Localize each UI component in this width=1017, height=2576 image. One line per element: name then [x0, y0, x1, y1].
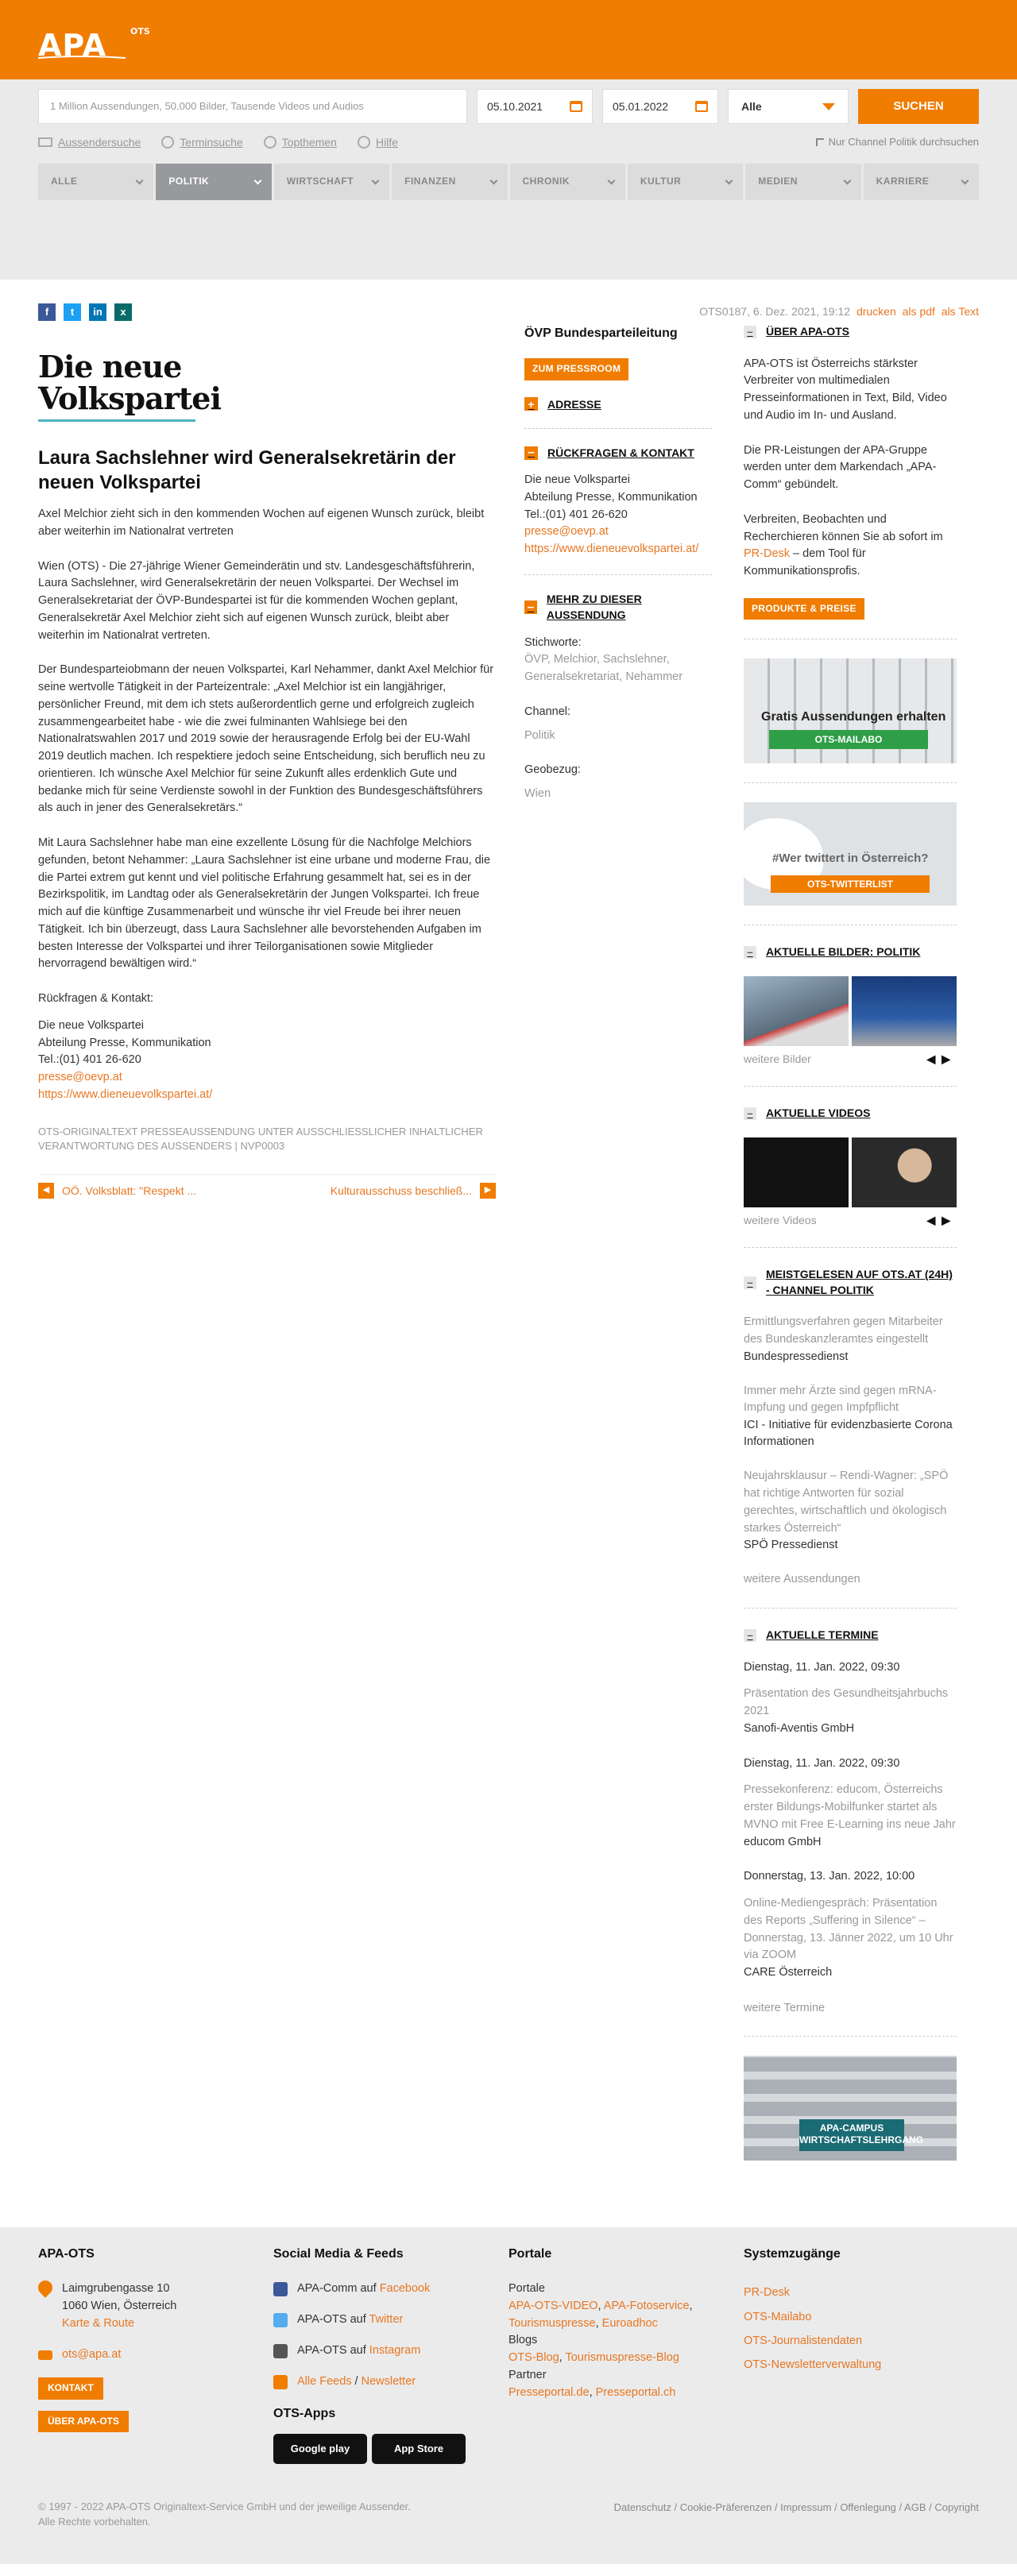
newsletter-link[interactable]: Newsletter [361, 2375, 416, 2389]
legal-link[interactable]: AGB [904, 2501, 926, 2513]
linkedin-share-icon[interactable]: in [89, 303, 106, 321]
channel-label: Channel: [524, 705, 571, 718]
mailabo-button[interactable]: OTS-MAILABO [769, 730, 928, 749]
legal-link[interactable]: Offenlegung [840, 2501, 896, 2513]
banner-text: Gratis Aussendungen erhalten [761, 710, 946, 724]
chevron-down-icon [489, 176, 497, 184]
pr-desk-link[interactable]: PR-Desk [744, 547, 791, 561]
contact-web-link[interactable]: https://www.dieneuevolkspartei.at/ [524, 543, 699, 556]
videos-toggle[interactable]: – AKTUELLE VIDEOS [744, 1106, 957, 1122]
minus-icon: – [744, 326, 756, 338]
twitterlist-banner[interactable] [744, 802, 957, 906]
apa-ots-logo[interactable]: APA OTS [38, 26, 150, 63]
building-icon [38, 137, 52, 147]
most-read-link[interactable]: Ermittlungsverfahren gegen Mitarbeiter des Bundeskanzleramtes eingestellt [744, 1315, 943, 1346]
chevron-down-icon [843, 176, 851, 184]
event-item: Dienstag, 11. Jan. 2022, 09:30 Pressekonferenz: educom, Österreichs erster Bildungs-Mobilfunker startet als MVNO mit Free E-Learning ins neue Jahr educom GmbH [744, 1756, 956, 1848]
chevron-down-icon [725, 176, 733, 184]
event-item: Donnerstag, 13. Jan. 2022, 10:00 Online-Mediengespräch: Präsentation des Reports „Suffering in Silence“ – Donnerstag, 13. Jänner 2022, um 10 Uhr via ZOOM CARE Österreich [744, 1870, 953, 1979]
image-thumbnail[interactable] [744, 976, 849, 1046]
originaltext-note: OTS-ORIGINALTEXT PRESSEAUSSENDUNG UNTER AUSSCHLIESSLICHER INHALTLICHER VERANTWORTUNG DES AUSSENDERS | NVP0003 [38, 1125, 483, 1152]
checkbox-icon [816, 138, 824, 146]
pdf-link[interactable]: als pdf [902, 305, 935, 318]
chevron-down-icon [253, 176, 261, 184]
search-area [0, 79, 1017, 280]
legal-links: Datenschutz / Cookie-Präferenzen / Impressum / Offenlegung / AGB / Copyright [613, 2501, 979, 2513]
contact-web-link[interactable]: https://www.dieneuevolkspartei.at/ [38, 1087, 213, 1101]
more-events-link[interactable]: weitere Termine [744, 2001, 826, 2014]
text-link[interactable]: als Text [941, 305, 979, 318]
info-icon [358, 136, 370, 149]
org-logo-underline [38, 419, 195, 422]
twitter-icon [273, 2313, 288, 2327]
terminsuche-link[interactable]: Terminsuche [161, 133, 242, 151]
more-images-link[interactable]: weitere Bilder [744, 1052, 811, 1065]
app-store-badge[interactable]: App Store [372, 2434, 466, 2464]
contact-block: Die neue Volkspartei Abteilung Presse, Kommunikation Tel.:(01) 401 26-620 presse@oevp.at https://www.dieneuevolkspartei.at/ [38, 1018, 213, 1101]
more-releases-link[interactable]: weitere Aussendungen [744, 1573, 860, 1586]
clock-icon [161, 136, 174, 149]
contact-heading: Rückfragen & Kontakt: [38, 992, 154, 1006]
print-link[interactable]: drucken [856, 305, 896, 318]
most-read-link[interactable]: Neujahrsklausur – Rendi-Wagner: „SPÖ hat richtige Antworten für sozial gerechtes, wirtschaftlich und ökologisch starkes Österreich“ [744, 1470, 949, 1535]
termine-toggle[interactable]: – AKTUELLE TERMINE [744, 1628, 957, 1643]
sender-sidebar: ÖVP Bundesparteileitung ZUM PRESSROOM + ADRESSE – RÜCKFRAGEN & KONTAKT Die neue Volkspartei Abteilung Presse, Kommunikation Tel.:(01) 401 26-620 presse@oevp.at https://www.dieneuevolkspartei.at/ – MEHR ZU DIESER AUSSENDUNG Stichworte: ÖVP, Melchior, Sachslehner, Generalsekretariat, Nehammer Channel: Politik Geobezug: Wien [524, 303, 712, 2180]
about-text: APA-OTS ist Österreichs stärkster Verbreiter von multimedialen Presseinformationen in Text, Bild, Video und Audio im In- und Ausland. [744, 357, 947, 422]
bilder-toggle[interactable]: – AKTUELLE BILDER: POLITIK [744, 944, 957, 960]
chevron-down-icon [372, 176, 380, 184]
google-play-badge[interactable]: Google play [273, 2434, 367, 2464]
partner-link[interactable]: Presseportal.de [508, 2385, 590, 2399]
copyright: © 1997 - 2022 APA-OTS Originaltext-Service GmbH und der jeweilige Aussender. Alle Rechte vorbehalten. [38, 2500, 411, 2528]
site-header [0, 0, 1017, 79]
calendar-icon[interactable] [570, 101, 582, 112]
video-thumbnail[interactable] [852, 1137, 957, 1207]
article-paragraph: Mit Laura Sachslehner habe man eine exzellente Lösung für die Nachfolge Melchiors gefunden, betont Nehammer: „Laura Sachslehner ist eine urbane und moderne Frau, die die Partei extrem gut kennt und viel politische Erfahrung gesammelt hat, sei es in der Bezirkspolitik, im Landtag oder als Generalsekretärin der Jungen Volkspartei. Ich freue mich auf die künftige Zusammenarbeit und wünsche ihr viel Freude bei ihrer neuen Tätigkeit. Ich bin überzeugt, dass Laura Sachslehner alle bevorstehenden Aufgaben im besten Interesse der Volkspartei und ihrer Teilorganisationen sowie Mitglieder hervorragend bewältigen wird.“ [38, 836, 491, 971]
search-button[interactable]: SUCHEN [858, 89, 979, 124]
geo-link[interactable]: Wien [524, 787, 551, 801]
compass-icon [264, 136, 276, 149]
nav-alle[interactable]: ALLE [38, 164, 153, 200]
minus-icon: – [744, 1276, 756, 1289]
location-pin-icon [35, 2277, 55, 2297]
legal-link[interactable]: Datenschutz [613, 2501, 671, 2513]
channel-link[interactable]: Politik [524, 728, 555, 742]
blog-link[interactable]: Tourismuspresse-Blog [565, 2351, 679, 2365]
article [38, 303, 496, 2180]
keyword-link[interactable]: ÖVP [524, 653, 547, 666]
about-text: Die PR-Leistungen der APA-Gruppe werden unter dem Markendach „APA-Comm“ gebündelt. [744, 443, 937, 492]
topthemen-link[interactable]: Topthemen [264, 133, 337, 151]
minus-icon: – [524, 601, 537, 614]
legal-link[interactable]: Copyright [934, 2501, 979, 2513]
nav-chronik[interactable]: CHRONIK [510, 164, 625, 200]
keyword-link[interactable]: Sachslehner [602, 653, 667, 666]
dropdown-arrow-icon [822, 103, 835, 110]
sender-title: ÖVP Bundesparteileitung [524, 326, 678, 340]
facebook-icon [273, 2282, 288, 2296]
partner-link[interactable]: Presseportal.ch [595, 2385, 676, 2399]
mehr-toggle[interactable]: – MEHR ZU DIESER AUSSENDUNG [524, 591, 712, 624]
video-thumbnail[interactable] [744, 1137, 849, 1207]
xing-share-icon[interactable]: x [114, 303, 132, 321]
nav-kultur[interactable]: KULTUR [628, 164, 743, 200]
prev-release-link[interactable]: ◀ OÖ. Volksblatt: "Respekt ... [38, 1183, 196, 1199]
aussendersuche-link[interactable]: Aussendersuche [38, 133, 141, 151]
minus-icon: – [524, 446, 538, 460]
stichworte-label: Stichworte: [524, 635, 582, 649]
blog-link[interactable]: OTS-Blog [508, 2351, 559, 2365]
feeds-link[interactable]: Alle Feeds [297, 2375, 352, 2389]
article-lead: Axel Melchior zieht sich in den kommenden Wochen auf eigenen Wunsch zurück, bleibt aber weiterhin im Nationalrat vertreten [38, 508, 485, 538]
footer-col-contact: APA-OTS Laimgrubengasse 10 1060 Wien, Österreich Karte & Route ots@apa.at KONTAKT ÜBER APA-OTS [38, 2245, 273, 2464]
footer-col-portale: Portale Portale APA-OTS-VIDEO, APA-Fotoservice, Tourismuspresse, Euroadhoc Blogs OTS-Blog, Tourismuspresse-Blog Partner Presseportal.de, Presseportal.ch [508, 2246, 693, 2399]
portal-link[interactable]: Tourismuspresse [508, 2316, 596, 2330]
event-link[interactable]: Online-Mediengespräch: Präsentation des Reports „Suffering in Silence“ – Donnerstag, 13. Jänner 2022, um 10 Uhr via ZOOM [744, 1897, 953, 1962]
channel-nav [38, 164, 979, 200]
footer-email-link[interactable]: ots@apa.at [62, 2348, 122, 2362]
site-footer [0, 2227, 1017, 2564]
image-thumbnail[interactable] [852, 976, 957, 1046]
facebook-share-icon[interactable]: f [38, 303, 56, 321]
instagram-icon [273, 2344, 288, 2358]
channel-checkbox[interactable]: Nur Channel Politik durchsuchen [816, 133, 979, 151]
legal-link[interactable]: Cookie-Präferenzen [679, 2501, 772, 2513]
plus-icon: + [524, 397, 538, 411]
campus-banner[interactable] [744, 2056, 957, 2161]
keyword-link[interactable]: Generalsekretariat [524, 670, 620, 684]
article-title: Laura Sachslehner wird Generalsekretärin der neuen Volkspartei [38, 446, 456, 493]
mailabo-banner[interactable] [744, 658, 957, 763]
contact-phone: Tel.:(01) 401 26-620 [524, 508, 628, 521]
campus-label: APA-CAMPUS WIRTSCHAFTSLEHRGANG [799, 2119, 904, 2151]
event-link[interactable]: Präsentation des Gesundheitsjahrbuchs 2021 [744, 1687, 949, 1718]
search-input[interactable]: 1 Million Aussendungen, 50.000 Bilder, Tausende Videos und Audios [38, 89, 467, 124]
portal-link[interactable]: Euroadhoc [601, 2316, 658, 2330]
portal-link[interactable]: APA-Fotoservice [603, 2299, 690, 2312]
chevron-down-icon [607, 176, 615, 184]
instagram-link[interactable]: Instagram [369, 2344, 421, 2358]
next-release-link[interactable]: Kulturausschuss beschließ... ▶ [331, 1183, 496, 1199]
hilfe-link[interactable]: Hilfe [358, 133, 398, 151]
arrow-left-icon: ◀ [38, 1183, 54, 1199]
system-link[interactable]: OTS-Newsletterverwaltung [744, 2358, 882, 2372]
twitter-link[interactable]: Twitter [369, 2313, 404, 2327]
produkte-button[interactable]: PRODUKTE & PREISE [744, 598, 864, 620]
event-link[interactable]: Pressekonferenz: educom, Österreichs erster Bildungs-Mobilfunker startet als MVNO mit Free E-Learning ins neue Jahr [744, 1783, 956, 1831]
contact-email-link[interactable]: presse@oevp.at [524, 525, 609, 539]
article-paragraph: Der Bundesparteiobmann der neuen Volkspartei, Karl Nehammer, dankt Axel Melchior für seine wertvolle Tätigkeit in der Parteizentrale: „Axel Melchior ist ein langjähriger, persönlicher Freund, mit dem ich stets außerordentlich gerne und erfolgreich zugleich zusammengearbeitet habe - wie die zwei fulminanten Wahlsiege bei den Nationalratswahlen 2017 und 2019 sowie der herausragende Erfolg bei der EU-Wahl 2019 deutlich machen. Ich respektiere jedoch seine Entscheidung, sich beruflich neu zu orientieren. Ich wünsche Axel Melchior für seine Zukunft alles erdenklich Gute und bedanke mich für seine Verdienste sowohl in der Funktion des Bundesgeschäftsführers als auch in jener des Generalsekretärs.“ [38, 663, 494, 815]
minus-icon: – [744, 1107, 756, 1120]
right-sidebar: – ÜBER APA-OTS APA-OTS ist Österreichs stärkster Verbreiter von multimedialen Presseinformationen in Text, Bild, Video und Audio im In- und Ausland. Die PR-Leistungen der APA-Gruppe werden unter dem Markendach „APA-Comm“ gebündelt. Verbreiten, Beobachten und Recherchieren können Sie ab sofort im PR-Desk – dem Tool für Kommunikationsprofis. PRODUKTE & PREISE Gratis Aussendungen erhalten OTS-MAILABO #Wer twittert in Österreich? OTS-TWITTERLIST – AKTUELLE BILDER: POLITIK weitere Bilder ◀▶ – AKTUELLE VIDEOS weitere Videos ◀▶ – MEISTGELESEN AUF OTS.AT (24H) - CHANNEL POLITIK Ermittlungsverfahren gegen Mitarbeiter des Bundeskanzleramtes eingestellt Bundespressedienst Immer mehr Ärzte sind gegen mRNA-Impfung und gegen Impfpflicht ICI - Initiative für evidenzbasierte Corona Informationen Neujahrsklausur – Rendi-Wagner: „SPÖ hat richtige Antworten für sozial gerechtes, wirtschaftlich und ökologisch starkes Österreich“ SPÖ Pressedienst weitere Aussendungen – AKTUELLE TERMINE Dienstag, 11. Jan. 2022, 09:30 Präsentation des Gesundheitsjahrbuchs 2021 Sanofi-Aventis GmbH Dienstag, 11. Jan. 2022, 09:30 Pressekonferenz: educom, Österreichs erster Bildungs-Mobilfunker startet als MVNO mit Free E-Learning ins neue Jahr educom GmbH Donnerstag, 13. Jan. 2022, 10:00 Online-Mediengespräch: Präsentation des Reports „Suffering in Silence“ – Donnerstag, 13. Jänner 2022, um 10 Uhr via ZOOM CARE Österreich weitere Termine APA-CAMPUS WIRTSCHAFTSLEHRGANG [744, 303, 957, 2180]
ueber-toggle[interactable]: – ÜBER APA-OTS [744, 324, 957, 340]
prev-next-nav [38, 1174, 496, 1199]
release-meta: OTS0187, 6. Dez. 2021, 19:12 drucken als pdf als Text [699, 305, 979, 318]
chevron-down-icon [136, 176, 144, 184]
footer-col-system: Systemzugänge PR-Desk OTS-Mailabo OTS-Journalistendaten OTS-Newsletterverwaltung [744, 2246, 882, 2372]
contact-dept: Abteilung Presse, Kommunikation [524, 490, 698, 504]
calendar-icon[interactable] [695, 101, 708, 112]
rueckfragen-toggle[interactable]: – RÜCKFRAGEN & KONTAKT [524, 445, 712, 461]
rss-icon [273, 2375, 288, 2389]
twitter-share-icon[interactable]: t [64, 303, 81, 321]
banner-text: #Wer twittert in Österreich? [772, 852, 929, 866]
most-read-source: Bundespressedienst [744, 1350, 849, 1363]
ueber-button[interactable]: ÜBER APA-OTS [38, 2411, 129, 2432]
date-to-field[interactable]: 05.01.2022 [602, 89, 718, 124]
kontakt-button[interactable]: KONTAKT [38, 2377, 103, 2399]
most-read-source: SPÖ Pressedienst [744, 1539, 838, 1552]
org-logo: Die neue Volkspartei [38, 349, 221, 416]
minus-icon: – [744, 1629, 756, 1642]
date-from-field[interactable]: 05.10.2021 [477, 89, 593, 124]
mail-icon [38, 2350, 52, 2360]
more-videos-link[interactable]: weitere Videos [744, 1213, 817, 1226]
category-select[interactable]: Alle [728, 89, 849, 124]
footer-col-social: Social Media & Feeds APA-Comm auf Facebook APA-OTS auf Twitter APA-OTS auf Instagram Alle Feeds / Newsletter OTS-Apps Google play App Store [273, 2245, 508, 2464]
keyword-link[interactable]: Melchior [553, 653, 597, 666]
chevron-down-icon [961, 176, 969, 184]
nav-medien[interactable]: MEDIEN [745, 164, 860, 200]
minus-icon: – [744, 946, 756, 959]
most-read-link[interactable]: Immer mehr Ärzte sind gegen mRNA-Impfung und gegen Impfpflicht [744, 1384, 937, 1415]
legal-link[interactable]: Impressum [780, 2501, 832, 2513]
pressroom-button[interactable]: ZUM PRESSROOM [524, 358, 628, 380]
portal-link[interactable]: APA-OTS-VIDEO [508, 2299, 598, 2312]
nav-politik[interactable]: POLITIK [156, 164, 271, 200]
nav-karriere[interactable]: KARRIERE [864, 164, 979, 200]
adresse-toggle[interactable]: + ADRESSE [524, 396, 712, 412]
article-paragraph: Wien (OTS) - Die 27-jährige Wiener Gemeinderätin und stv. Landesgeschäftsführerin, Laura Sachslehner, wird Generalsekretärin der neuen Volkspartei. Der Wechsel im Generalsekretariat der ÖVP-Bundespartei ist für die kommenden Wochen geplant, Generalsekretär Axel Melchior zieht sich auf eigenen Wunsch zurück, bleibt aber weiterhin im Nationalrat vertreten. [38, 559, 475, 642]
contact-org: Die neue Volkspartei [524, 473, 630, 487]
system-link[interactable]: PR-Desk [744, 2286, 791, 2300]
map-route-link[interactable]: Karte & Route [62, 2316, 135, 2330]
nav-finanzen[interactable]: FINANZEN [392, 164, 507, 200]
carousel-arrows-icon[interactable]: ◀▶ [926, 1052, 957, 1065]
arrow-right-icon: ▶ [480, 1183, 496, 1199]
carousel-arrows-icon[interactable]: ◀▶ [926, 1213, 957, 1226]
geo-label: Geobezug: [524, 763, 581, 777]
share-bar [38, 303, 496, 322]
facebook-link[interactable]: Facebook [379, 2282, 431, 2296]
contact-email-link[interactable]: presse@oevp.at [38, 1071, 122, 1084]
meistgelesen-toggle[interactable]: – MEISTGELESEN AUF OTS.AT (24H) - CHANNEL POLITIK [744, 1267, 957, 1298]
system-link[interactable]: OTS-Mailabo [744, 2310, 812, 2323]
twitterlist-button[interactable]: OTS-TWITTERLIST [771, 875, 930, 893]
most-read-source: ICI - Initiative für evidenzbasierte Corona Informationen [744, 1419, 953, 1449]
nav-wirtschaft[interactable]: WIRTSCHAFT [274, 164, 389, 200]
event-item: Dienstag, 11. Jan. 2022, 09:30 Präsentation des Gesundheitsjahrbuchs 2021 Sanofi-Aventis GmbH [744, 1660, 949, 1735]
system-link[interactable]: OTS-Journalistendaten [744, 2334, 863, 2347]
keyword-link[interactable]: Nehammer [625, 670, 683, 684]
